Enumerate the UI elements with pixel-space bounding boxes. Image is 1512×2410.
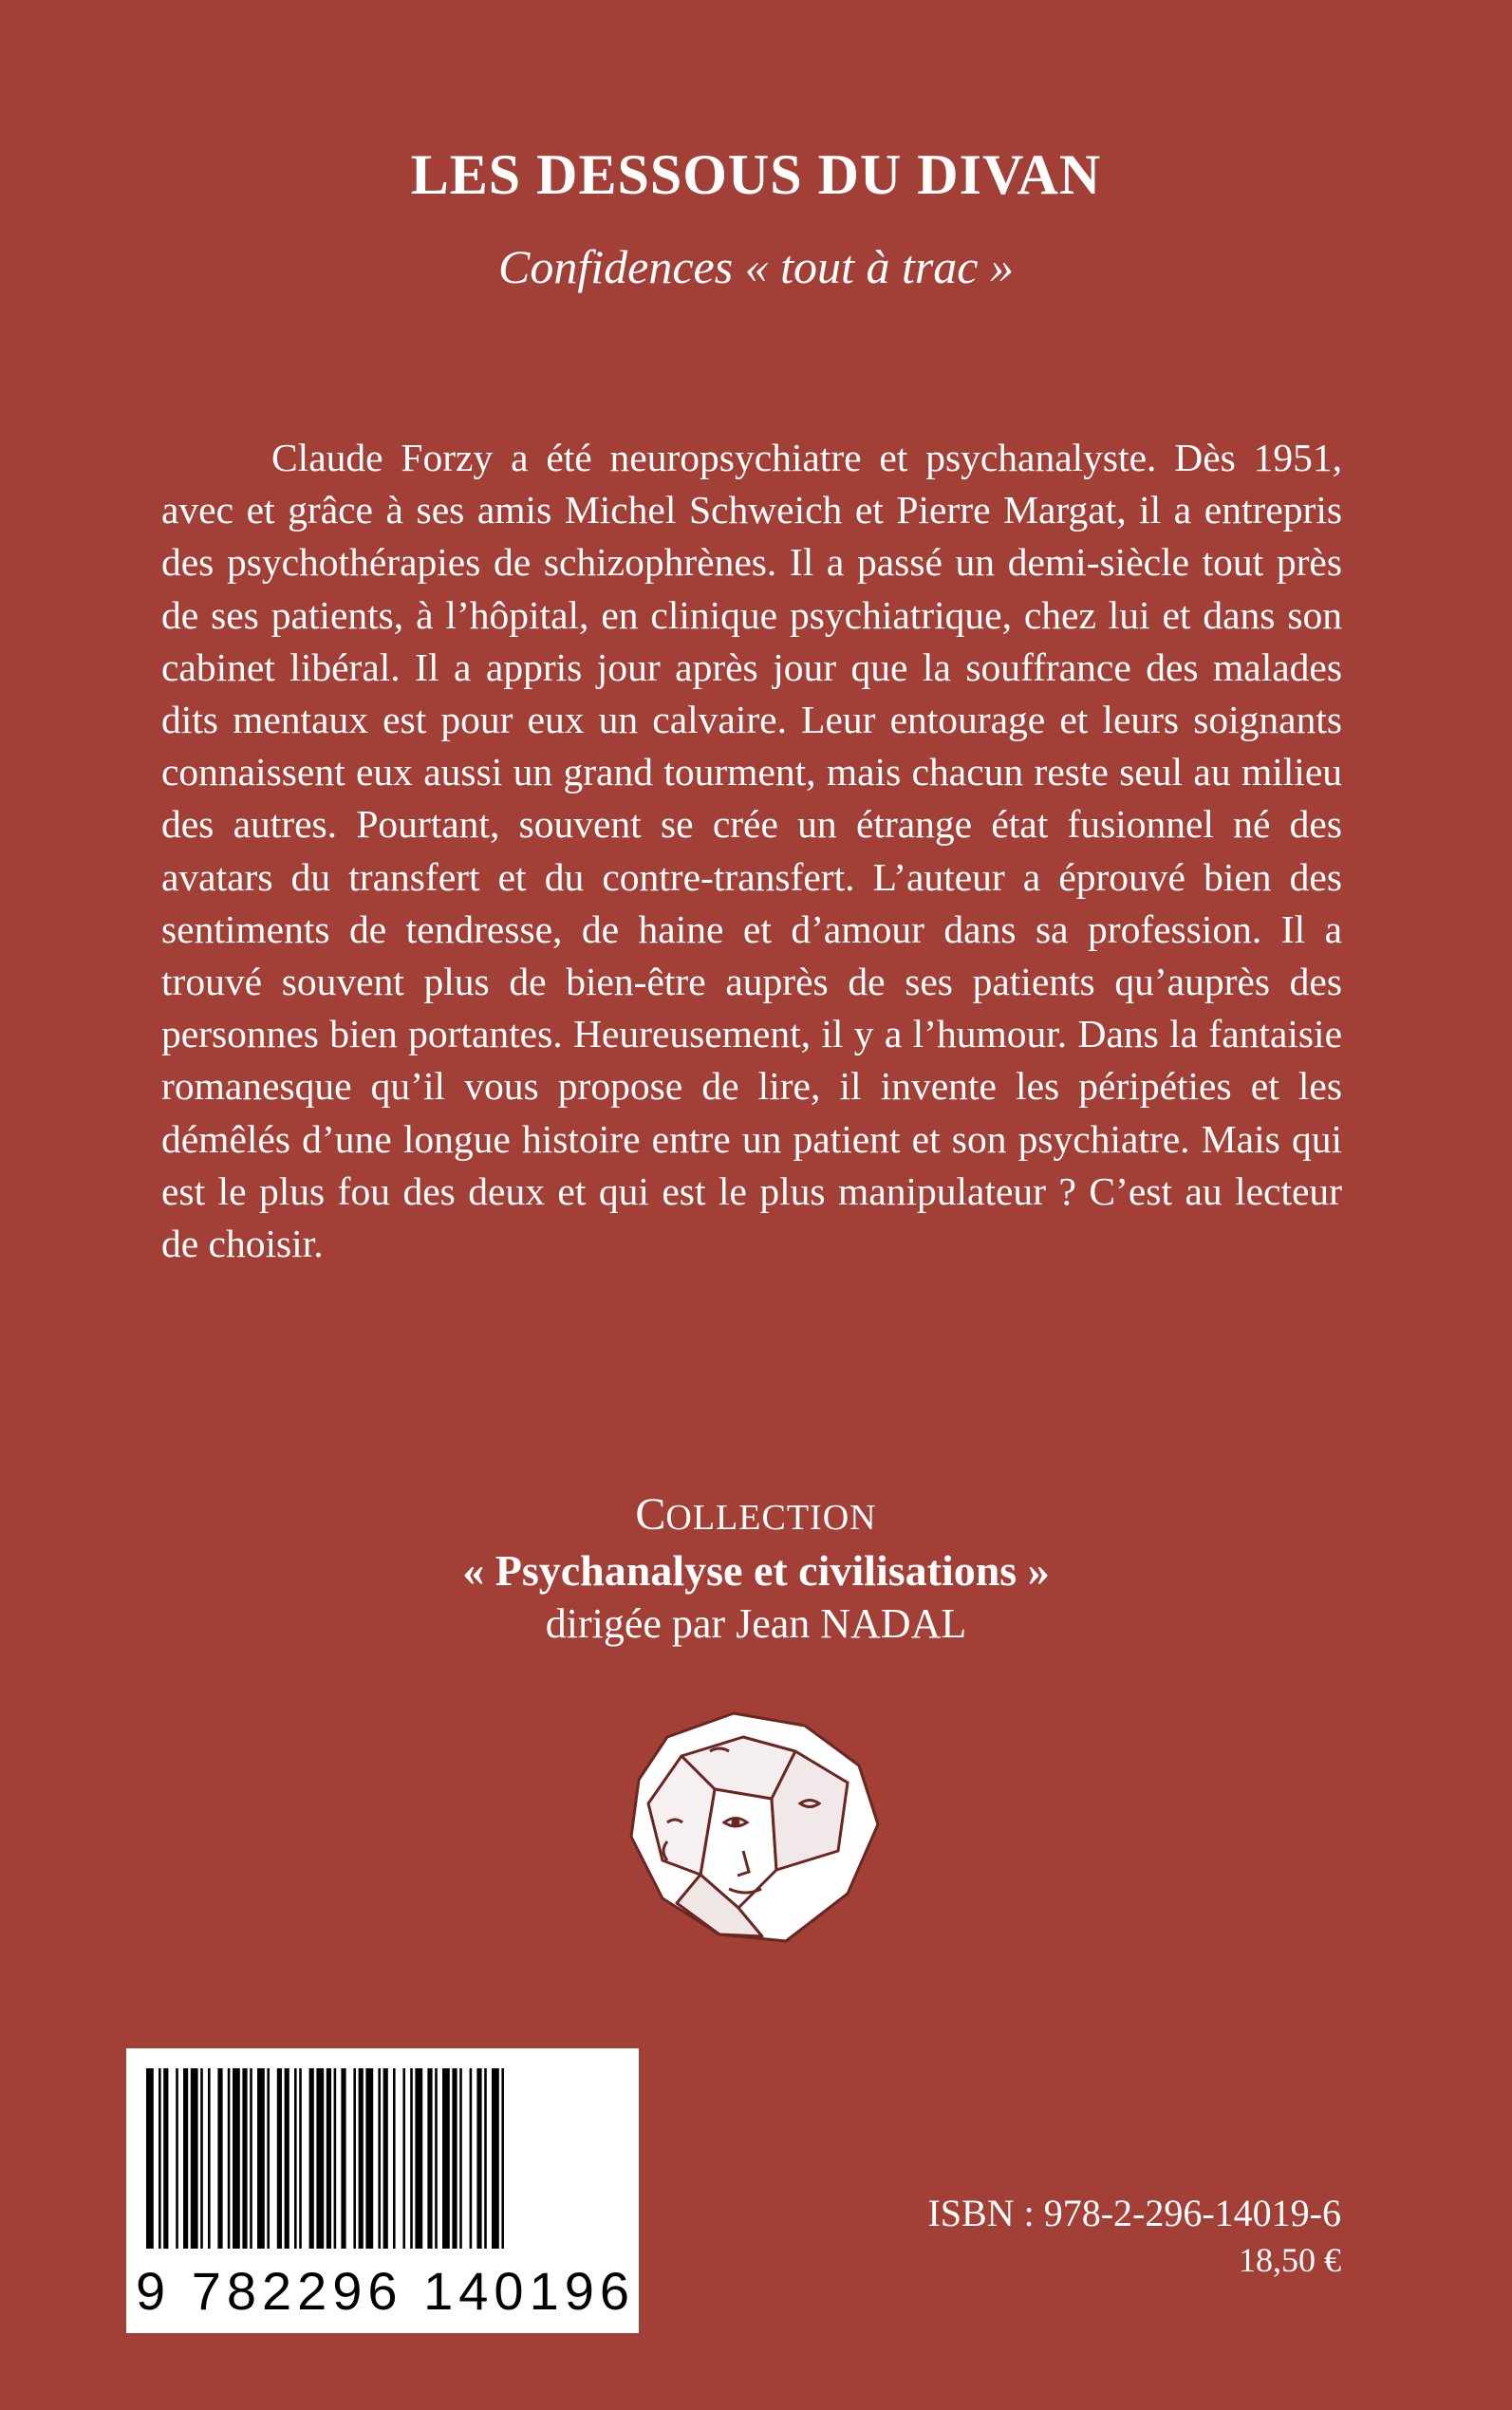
barcode-bar <box>146 2068 154 2249</box>
barcode-bar <box>217 2068 222 2249</box>
publisher-logo-icon <box>610 1699 902 1955</box>
barcode-bar <box>470 2068 473 2249</box>
barcode-bar <box>200 2068 203 2249</box>
barcode-bar <box>250 2068 252 2249</box>
barcode-bar <box>378 2068 381 2249</box>
barcode-bar <box>402 2068 405 2249</box>
collection-block <box>0 1488 1512 1651</box>
barcode-bar <box>393 2068 396 2249</box>
isbn-number: ISBN : 978-2-296-14019-6 <box>927 2192 1341 2234</box>
barcode-bar <box>233 2068 240 2249</box>
barcode-bar <box>257 2068 265 2249</box>
barcode-bar <box>176 2068 178 2249</box>
barcode-bar <box>159 2068 161 2249</box>
barcode-bar <box>267 2068 270 2249</box>
barcode-bar <box>359 2068 364 2249</box>
barcode-bar <box>353 2068 356 2249</box>
collection-label: COLLECTION <box>635 1489 877 1540</box>
barcode-bar <box>242 2068 247 2249</box>
barcode-bar <box>476 2068 481 2249</box>
barcode-bar <box>410 2068 413 2249</box>
barcode-bar <box>285 2068 289 2249</box>
barcode-bar <box>163 2068 168 2249</box>
barcode-bar <box>294 2068 297 2249</box>
collection-name: « Psychanalyse et civilisations » <box>462 1546 1050 1595</box>
barcode-bar <box>316 2068 324 2249</box>
barcode-bar <box>341 2068 345 2249</box>
barcode-bar <box>435 2068 438 2249</box>
barcode-bar <box>427 2068 432 2249</box>
barcode-bar <box>365 2068 373 2249</box>
book-title: LES DESSOUS DU DIVAN <box>410 143 1102 206</box>
collection-director: dirigée par Jean NADAL <box>545 1600 967 1647</box>
back-cover-blurb: Claude Forzy a été neuropsychiatre et psychanalyste. Dès 1951, avec et grâce à ses amis Michel Schweich et Pierre Margat, il a entrepris des psychothérapies de schizophrènes. Il a passé un demi-siècle tout près de ses patients, à l’hôpital, en clinique psychiatrique, chez lui et dans son cabinet libéral. Il a appris jour après jour que la souffrance des malades dits mentaux est pour eux un calvaire. Leur entourage et leurs soignants connaissent eux aussi un grand tourment, mais chacun reste seul au milieu des autres. Pourtant, souvent se crée un étrange état fusionnel né des avatars du transfert et du contre-transfert. L’auteur a éprouvé bien des sentiments de tendresse, de haine et d’amour dans sa profession. Il a trouvé souvent plus de bien-être auprès de ses patients qu’auprès des personnes bien portantes. Heureusement, il y a l’humour. Dans la fantaisie romanesque qu’il vous propose de lire, il invente les péripéties et les démêlés d’une longue histoire entre un patient et son psychiatre. Mais qui est le plus fou des deux et qui est le plus manipulateur ? C’est au lecteur de choisir. <box>161 436 1342 1266</box>
barcode-digits: 9 782296 140196 <box>136 2261 635 2321</box>
price: 18,50 € <box>1239 2241 1341 2279</box>
barcode-bar <box>501 2068 504 2249</box>
barcode-bar <box>484 2068 487 2249</box>
barcode-bar <box>299 2068 302 2249</box>
barcode-bar <box>383 2068 388 2249</box>
book-subtitle: Confidences « tout à trac » <box>498 240 1014 293</box>
barcode-bar <box>277 2068 282 2249</box>
isbn-barcode <box>126 2048 639 2333</box>
barcode-bar <box>492 2068 499 2249</box>
barcode-bar <box>183 2068 188 2249</box>
barcode-bar <box>327 2068 331 2249</box>
barcode-bar <box>191 2068 198 2249</box>
barcode-bar <box>442 2068 450 2249</box>
barcode-bar <box>459 2068 462 2249</box>
barcode-bar <box>452 2068 457 2249</box>
barcode-bar <box>309 2068 314 2249</box>
barcode-bar <box>208 2068 211 2249</box>
barcode-bar <box>415 2068 422 2249</box>
barcode-bar <box>228 2068 231 2249</box>
barcode-bar <box>334 2068 337 2249</box>
